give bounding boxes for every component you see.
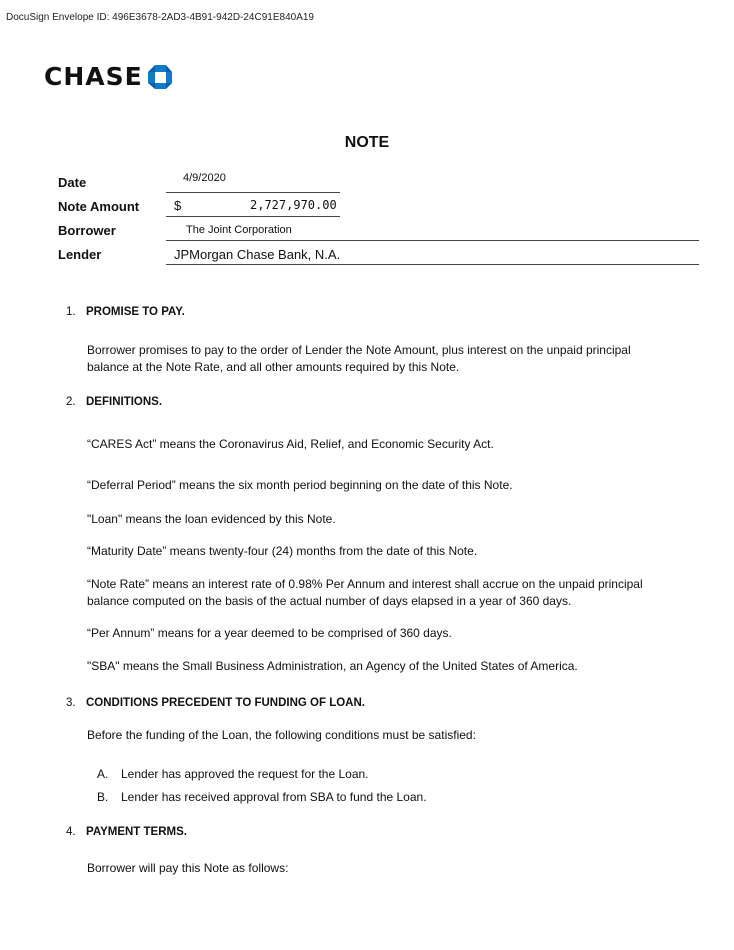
date-underline — [166, 192, 340, 193]
definition-loan: "Loan" means the loan evidenced by this Note. — [87, 512, 336, 526]
note-amount-label: Note Amount — [58, 199, 140, 214]
condition-a — [97, 767, 369, 781]
condition-b — [97, 790, 427, 804]
list-letter: A. — [97, 767, 109, 781]
page-title: NOTE — [344, 134, 390, 151]
date-label: Date — [58, 175, 87, 190]
promise-paragraph: Borrower promises to pay to the order of Lender the Note Amount, plus interest on the unpaid principal balance at the Note Rate, and all other amounts required by this Note. — [87, 343, 631, 374]
borrower-value: The Joint Corporation — [186, 224, 292, 236]
section-4-heading — [66, 826, 187, 838]
definition-deferral-period: “Deferral Period” means the six month period beginning on the date of this Note. — [87, 478, 513, 492]
chase-octagon-icon — [147, 64, 173, 90]
lender-underline — [166, 264, 699, 265]
list-text: Lender has approved the request for the Loan. — [121, 767, 369, 781]
definition-maturity-date: “Maturity Date” means twenty-four (24) months from the date of this Note. — [87, 544, 478, 558]
chase-logo — [44, 62, 173, 91]
section-title: CONDITIONS PRECEDENT TO FUNDING OF LOAN. — [86, 697, 365, 709]
lender-label: Lender — [58, 247, 102, 262]
section-number: 2. — [66, 396, 76, 408]
section-number: 4. — [66, 826, 76, 838]
payment-terms-paragraph: Borrower will pay this Note as follows: — [87, 861, 289, 875]
section-2-heading — [66, 396, 162, 408]
section-1-heading — [66, 306, 185, 318]
section-number: 1. — [66, 306, 76, 318]
lender-value: JPMorgan Chase Bank, N.A. — [174, 247, 341, 262]
section-title: PAYMENT TERMS. — [86, 826, 187, 838]
conditions-paragraph: Before the funding of the Loan, the following conditions must be satisfied: — [87, 728, 476, 742]
list-letter: B. — [97, 790, 109, 804]
definition-note-rate: “Note Rate” means an interest rate of 0.98% Per Annum and interest shall accrue on the unpaid principal balance computed on the basis of the actual number of days elapsed in a year of 360 days. — [87, 577, 643, 608]
date-value: 4/9/2020 — [183, 172, 226, 184]
borrower-underline — [166, 240, 699, 241]
envelope-id: DocuSign Envelope ID: 496E3678-2AD3-4B91-942D-24C91E840A19 — [6, 12, 314, 23]
section-title: DEFINITIONS. — [86, 396, 163, 408]
borrower-label: Borrower — [58, 223, 116, 238]
note-amount-value: 2,727,970.00 — [250, 198, 337, 212]
definition-per-annum: “Per Annum” means for a year deemed to be comprised of 360 days. — [87, 626, 452, 640]
logo-text: CHASE — [44, 62, 143, 91]
amount-underline — [166, 216, 340, 217]
currency-symbol: $ — [174, 198, 182, 213]
section-3-heading — [66, 697, 365, 709]
definition-sba: "SBA" means the Small Business Administration, an Agency of the United States of America. — [87, 659, 578, 673]
section-number: 3. — [66, 697, 76, 709]
list-text: Lender has received approval from SBA to fund the Loan. — [121, 790, 427, 804]
section-title: PROMISE TO PAY. — [86, 306, 185, 318]
definition-cares-act: “CARES Act” means the Coronavirus Aid, Relief, and Economic Security Act. — [87, 437, 494, 451]
